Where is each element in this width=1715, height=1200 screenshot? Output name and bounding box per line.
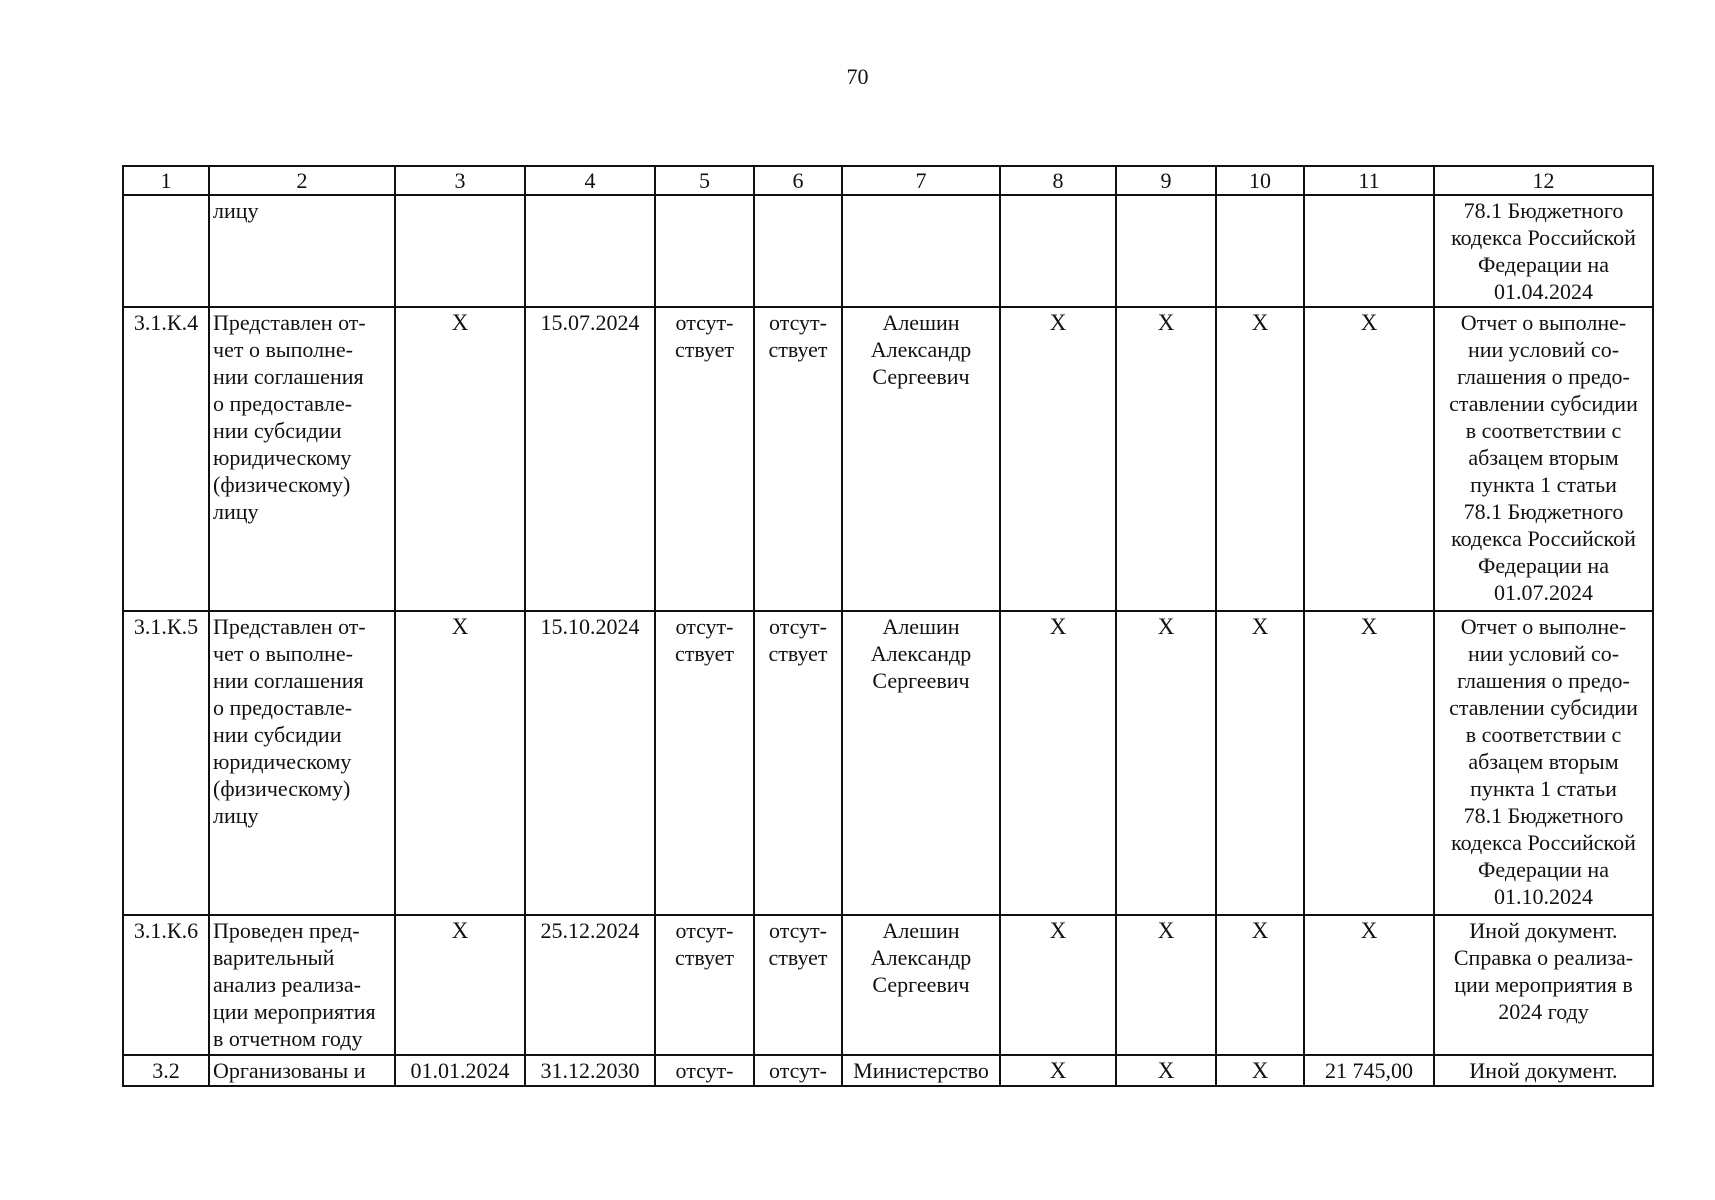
column-8-cell: X xyxy=(1000,611,1116,915)
column-number-header: 3 xyxy=(395,166,525,195)
column-5-cell xyxy=(655,195,754,307)
table-row xyxy=(123,195,1653,307)
end-date-cell: 15.07.2024 xyxy=(525,307,655,611)
row-id-cell xyxy=(123,195,209,307)
responsible-cell: Алешин Александр Сергеевич xyxy=(842,307,1000,611)
description-cell: лицу xyxy=(209,195,395,307)
row-id-cell: 3.1.К.6 xyxy=(123,915,209,1055)
column-number-header: 8 xyxy=(1000,166,1116,195)
page-number: 70 xyxy=(846,64,869,89)
document-cell: Иной документ. Справка о реализа- ции мероприятия в 2024 году xyxy=(1434,915,1653,1055)
description-cell: Проведен пред- варительный анализ реализа- ции мероприятия в отчетном году xyxy=(209,915,395,1055)
row-id-cell: 3.1.К.4 xyxy=(123,307,209,611)
column-number-header: 11 xyxy=(1304,166,1434,195)
column-number-header: 6 xyxy=(754,166,842,195)
column-5-cell: отсут- ствует xyxy=(655,307,754,611)
amount-cell: X xyxy=(1304,307,1434,611)
column-9-cell: X xyxy=(1116,915,1216,1055)
end-date-cell xyxy=(525,195,655,307)
table-row xyxy=(123,611,1653,915)
column-9-cell: X xyxy=(1116,1055,1216,1086)
column-number-header: 7 xyxy=(842,166,1000,195)
column-10-cell xyxy=(1216,195,1304,307)
start-date-cell: X xyxy=(395,307,525,611)
column-number-header: 1 xyxy=(123,166,209,195)
description-cell: Представлен от- чет о выполне- нии соглашения о предоставле- нии субсидии юридическому (физическому) лицу xyxy=(209,307,395,611)
column-10-cell: X xyxy=(1216,307,1304,611)
amount-cell xyxy=(1304,195,1434,307)
column-6-cell: отсут- ствует xyxy=(754,611,842,915)
column-10-cell: X xyxy=(1216,611,1304,915)
column-6-cell xyxy=(754,195,842,307)
description-cell: Представлен от- чет о выполне- нии соглашения о предоставле- нии субсидии юридическому (физическому) лицу xyxy=(209,611,395,915)
column-8-cell: X xyxy=(1000,915,1116,1055)
column-number-header: 9 xyxy=(1116,166,1216,195)
start-date-cell: X xyxy=(395,915,525,1055)
column-number-header: 2 xyxy=(209,166,395,195)
table-row xyxy=(123,1055,1653,1086)
responsible-cell: Министерство xyxy=(842,1055,1000,1086)
end-date-cell: 31.12.2030 xyxy=(525,1055,655,1086)
column-6-cell: отсут- ствует xyxy=(754,307,842,611)
column-8-cell: X xyxy=(1000,1055,1116,1086)
responsible-cell: Алешин Александр Сергеевич xyxy=(842,611,1000,915)
column-9-cell: X xyxy=(1116,611,1216,915)
table-row xyxy=(123,915,1653,1055)
document-cell: Отчет о выполне- нии условий со- глашения о предо- ставлении субсидии в соответствии с абзацем вторым пункта 1 статьи 78.1 Бюджетного кодекса Российской Федерации на 01.10.2024 xyxy=(1434,611,1653,915)
table-row xyxy=(123,307,1653,611)
end-date-cell: 25.12.2024 xyxy=(525,915,655,1055)
column-number-header: 12 xyxy=(1434,166,1653,195)
column-9-cell xyxy=(1116,195,1216,307)
description-cell: Организованы и xyxy=(209,1055,395,1086)
column-number-header: 4 xyxy=(525,166,655,195)
column-6-cell: отсут- ствует xyxy=(754,915,842,1055)
table-header-row xyxy=(123,166,1653,195)
amount-cell: 21 745,00 xyxy=(1304,1055,1434,1086)
start-date-cell: X xyxy=(395,611,525,915)
column-5-cell: отсут- xyxy=(655,1055,754,1086)
document-cell: Отчет о выполне- нии условий со- глашения о предо- ставлении субсидии в соответствии с абзацем вторым пункта 1 статьи 78.1 Бюджетного кодекса Российской Федерации на 01.07.2024 xyxy=(1434,307,1653,611)
column-5-cell: отсут- ствует xyxy=(655,915,754,1055)
plan-table xyxy=(122,165,1654,1087)
responsible-cell xyxy=(842,195,1000,307)
start-date-cell: 01.01.2024 xyxy=(395,1055,525,1086)
row-id-cell: 3.2 xyxy=(123,1055,209,1086)
column-10-cell: X xyxy=(1216,915,1304,1055)
start-date-cell xyxy=(395,195,525,307)
amount-cell: X xyxy=(1304,915,1434,1055)
column-6-cell: отсут- xyxy=(754,1055,842,1086)
column-number-header: 5 xyxy=(655,166,754,195)
column-number-header: 10 xyxy=(1216,166,1304,195)
document-cell: Иной документ. xyxy=(1434,1055,1653,1086)
amount-cell: X xyxy=(1304,611,1434,915)
document-cell: 78.1 Бюджетного кодекса Российской Федерации на 01.04.2024 xyxy=(1434,195,1653,307)
column-5-cell: отсут- ствует xyxy=(655,611,754,915)
responsible-cell: Алешин Александр Сергеевич xyxy=(842,915,1000,1055)
end-date-cell: 15.10.2024 xyxy=(525,611,655,915)
column-8-cell: X xyxy=(1000,307,1116,611)
row-id-cell: 3.1.К.5 xyxy=(123,611,209,915)
column-8-cell xyxy=(1000,195,1116,307)
column-9-cell: X xyxy=(1116,307,1216,611)
column-10-cell: X xyxy=(1216,1055,1304,1086)
